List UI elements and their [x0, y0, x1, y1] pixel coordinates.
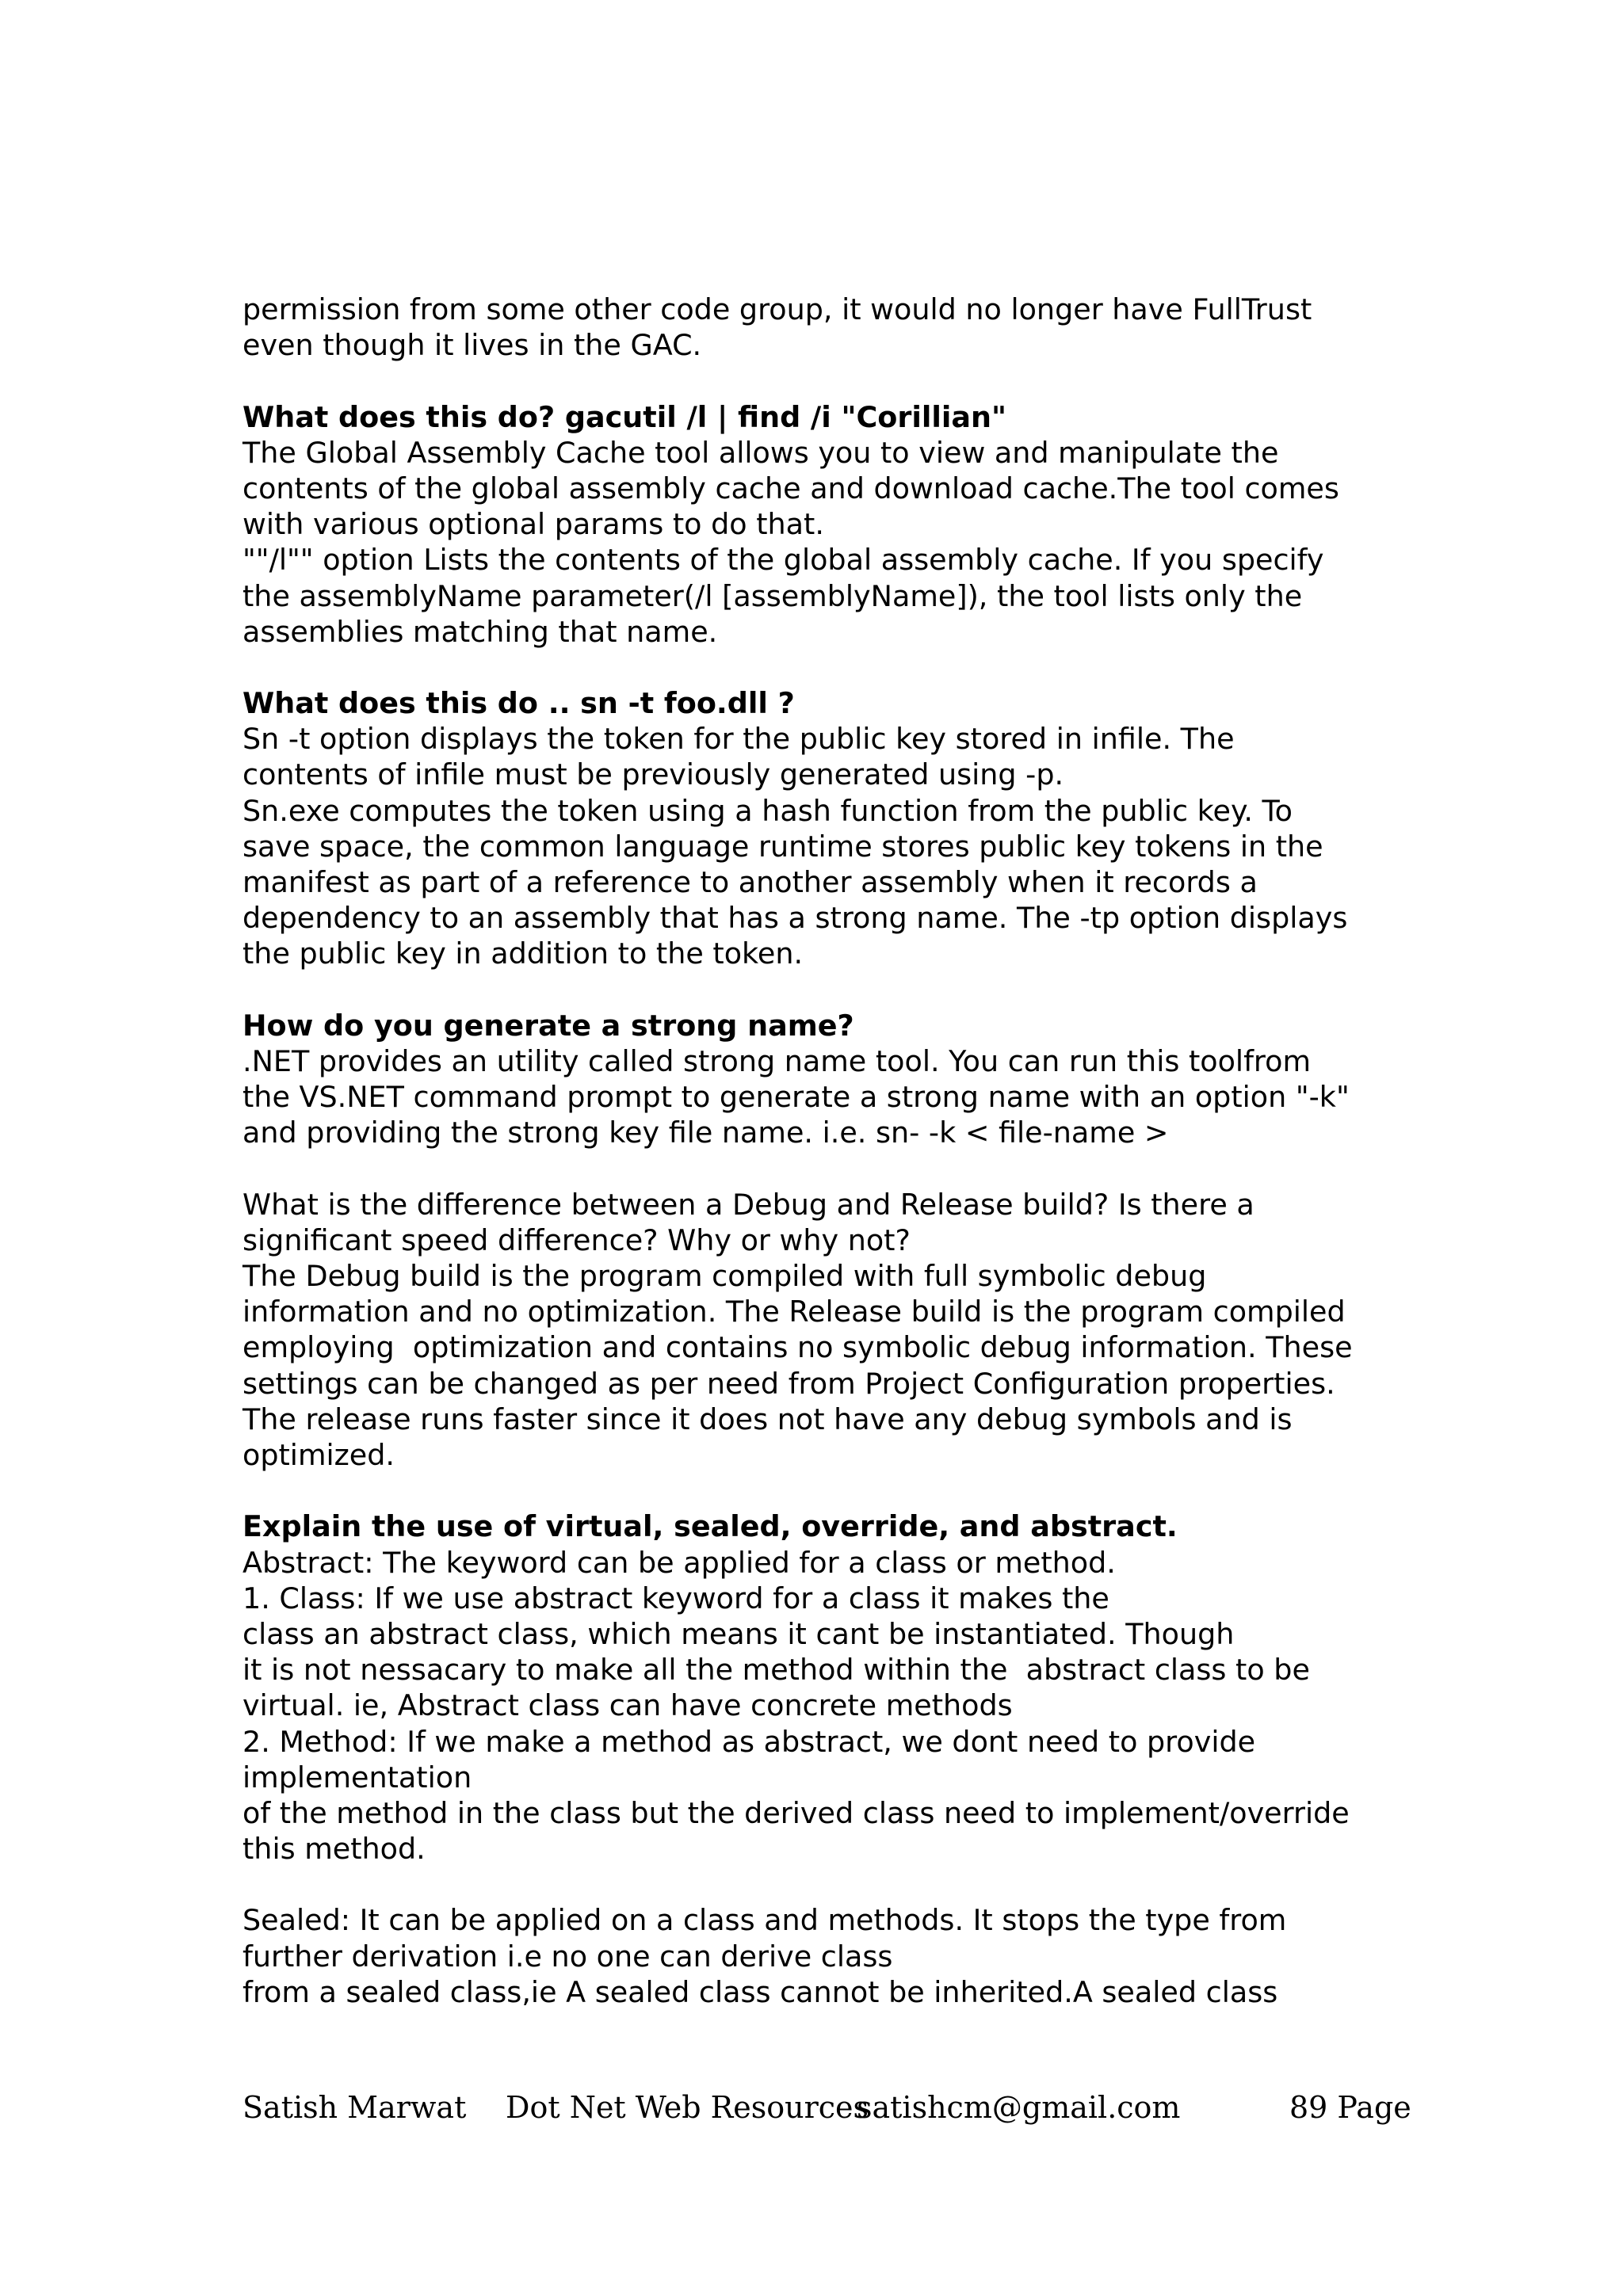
text-line: the assemblyName parameter(/l [assemblyName]), the tool lists only the — [242, 578, 1303, 613]
paragraph-gap — [242, 1473, 1431, 1508]
text-line: virtual. ie, Abstract class can have concrete methods — [242, 1688, 1013, 1723]
text-line: this method. — [242, 1832, 426, 1867]
paragraph-gap — [242, 1151, 1431, 1187]
section-heading: What does this do .. sn -t foo.dll ? — [242, 686, 795, 721]
text-line: contents of infile must be previously generated using -p. — [242, 757, 1064, 792]
text-line: the VS.NET command prompt to generate a strong name with an option "-k" — [242, 1080, 1350, 1115]
text-section — [242, 1008, 1431, 1151]
text-section — [242, 1508, 1431, 1867]
text-line: save space, the common language runtime stores public key tokens in the — [242, 829, 1323, 864]
section-heading: What does this do? gacutil /l | find /i "Corillian" — [242, 399, 1007, 434]
text-line: contents of the global assembly cache and download cache.The tool comes — [242, 471, 1339, 505]
footer-site: Dot Net Web Resources — [506, 2090, 869, 2125]
paragraph-gap — [242, 363, 1431, 399]
text-line: from a sealed class,ie A sealed class cannot be inherited.A sealed class — [242, 1974, 1278, 2009]
text-line: ""/l"" option Lists the contents of the global assembly cache. If you specify — [242, 543, 1324, 578]
section-heading: How do you generate a strong name? — [242, 1008, 854, 1043]
text-line: Abstract: The keyword can be applied for a class or method. — [242, 1545, 1116, 1580]
text-line: 2. Method: If we make a method as abstract, we dont need to provide — [242, 1724, 1256, 1759]
text-line: Sealed: It can be applied on a class and methods. It stops the type from — [242, 1903, 1287, 1938]
text-line: The Global Assembly Cache tool allows you to view and manipulate the — [242, 435, 1279, 470]
paragraph-gap — [242, 972, 1431, 1008]
text-line: optimized. — [242, 1438, 395, 1472]
text-section — [242, 292, 1431, 363]
text-line: 1. Class: If we use abstract keyword for a class it makes the — [242, 1581, 1109, 1615]
text-line: .NET provides an utility called strong name tool. You can run this toolfrom — [242, 1043, 1312, 1078]
text-line: settings can be changed as per need from Project Configuration properties. — [242, 1366, 1335, 1401]
text-line: Sn.exe computes the token using a hash function from the public key. To — [242, 793, 1293, 828]
page-footer — [0, 2084, 1623, 2131]
text-line: class an abstract class, which means it cant be instantiated. Though — [242, 1616, 1235, 1651]
text-line: and providing the strong key file name. i.e. sn- -k < file-name > — [242, 1116, 1169, 1150]
text-line: with various optional params to do that. — [242, 507, 824, 542]
page-body — [242, 292, 1431, 2010]
footer-page-number: 89 Page — [1289, 2090, 1411, 2125]
text-line: further derivation i.e no one can derive class — [242, 1939, 893, 1974]
text-line: permission from some other code group, it would no longer have FullTrust — [242, 292, 1312, 326]
text-line: dependency to an assembly that has a strong name. The -tp option displays — [242, 901, 1348, 936]
text-line: it is not nessacary to make all the method within the abstract class to be — [242, 1653, 1310, 1688]
paragraph-gap — [242, 650, 1431, 685]
text-line: information and no optimization. The Release build is the program compiled — [242, 1295, 1346, 1329]
text-line: The release runs faster since it does not have any debug symbols and is — [242, 1402, 1293, 1436]
footer-author: Satish Marwat — [242, 2090, 467, 2125]
text-section — [242, 1187, 1431, 1474]
text-line: manifest as part of a reference to another assembly when it records a — [242, 865, 1258, 899]
text-line: employing optimization and contains no symbolic debug information. These — [242, 1330, 1353, 1365]
section-heading: Explain the use of virtual, sealed, override, and abstract. — [242, 1509, 1178, 1544]
paragraph-gap — [242, 1867, 1431, 1902]
text-line: The Debug build is the program compiled with full symbolic debug — [242, 1259, 1207, 1294]
text-line: of the method in the class but the derived class need to implement/override — [242, 1795, 1350, 1830]
text-line: assemblies matching that name. — [242, 614, 718, 649]
text-line: Sn -t option displays the token for the public key stored in infile. The — [242, 722, 1235, 757]
text-section — [242, 399, 1431, 650]
text-section — [242, 1902, 1431, 2010]
text-line: significant speed difference? Why or why not? — [242, 1222, 911, 1257]
footer-email: satishcm@gmail.com — [857, 2090, 1181, 2125]
text-section — [242, 685, 1431, 972]
text-line: even though it lives in the GAC. — [242, 328, 702, 363]
text-line: the public key in addition to the token. — [242, 936, 804, 971]
text-line: What is the difference between a Debug and Release build? Is there a — [242, 1187, 1254, 1222]
text-line: implementation — [242, 1760, 472, 1794]
